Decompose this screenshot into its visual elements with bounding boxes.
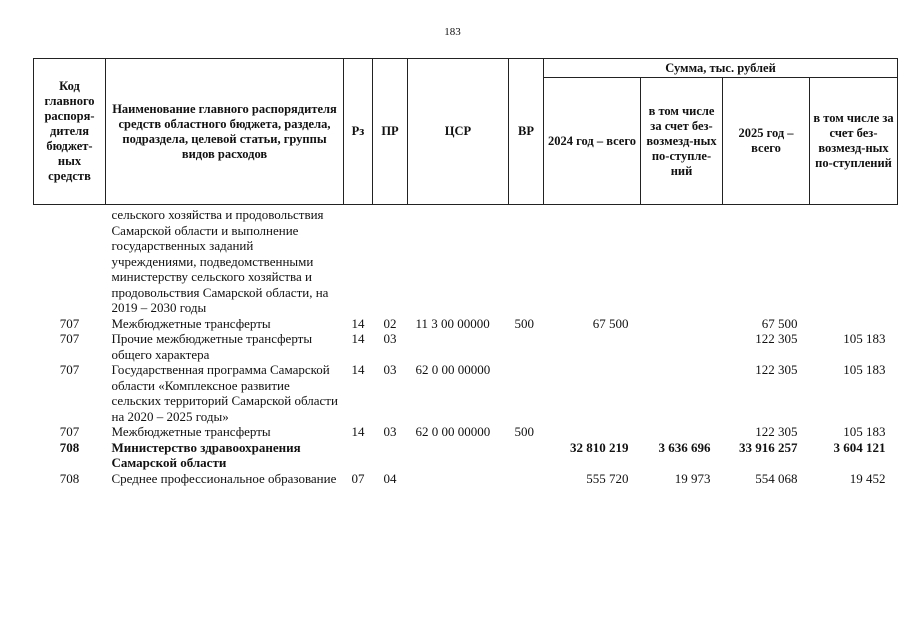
cell-name: Министерство здравоохранения Самарской области [111, 439, 301, 470]
table-row [34, 440, 898, 471]
budget-table [33, 58, 898, 486]
cell-rz [344, 440, 373, 471]
cell-pr: 03 [383, 362, 397, 377]
cell-vr [509, 205, 544, 316]
cell-code: 707 [59, 315, 80, 331]
cell-code: 708 [59, 470, 80, 486]
header-rz: Рз [344, 59, 373, 205]
cell-2024-free [641, 362, 723, 424]
cell-2025-total [723, 205, 810, 316]
cell-csr [408, 205, 509, 316]
cell-code: 707 [59, 424, 80, 439]
cell-pr [373, 205, 408, 316]
header-csr: ЦСР [408, 59, 509, 205]
cell-2025-free: 105 183 [843, 331, 886, 346]
header-sum-group: Сумма, тыс. рублей [544, 59, 898, 78]
cell-2025-total: 122 305 [755, 362, 798, 377]
cell-vr: 500 [514, 424, 534, 439]
page-number: 183 [444, 26, 461, 38]
cell-2024-free: 19 973 [674, 470, 711, 486]
cell-2024-total [544, 205, 641, 316]
cell-csr: 62 0 00 00000 [415, 362, 491, 377]
cell-code: 707 [59, 331, 80, 346]
cell-2024-free [641, 424, 723, 440]
cell-csr: 11 3 00 00000 [415, 315, 490, 331]
cell-csr [408, 471, 509, 487]
cell-rz: 14 [351, 424, 365, 439]
table-row [34, 471, 898, 487]
cell-2025-free: 3 604 121 [833, 439, 886, 455]
cell-rz: 14 [351, 315, 365, 331]
cell-name: сельского хозяйства и продовольствия Самарской области и выполнение государственных заданий учреждениями, подведомственными министерству сельского хозяйства и продовольствия Самарской области, на 2019 – 2030 годы [111, 207, 329, 315]
table-row [34, 316, 898, 332]
cell-pr: 03 [383, 424, 397, 439]
header-2025-free: в том числе за счет без-возмезд-ных по-ступлений [810, 78, 898, 205]
table-row [34, 424, 898, 440]
cell-2024-free [641, 316, 723, 332]
cell-pr: 02 [383, 315, 397, 331]
cell-code [34, 205, 106, 316]
cell-vr [509, 331, 544, 362]
cell-vr [509, 440, 544, 471]
cell-vr [509, 362, 544, 424]
cell-rz: 14 [351, 362, 365, 377]
cell-csr [408, 440, 509, 471]
cell-2025-total: 33 916 257 [739, 439, 798, 455]
cell-2025-free [810, 316, 898, 332]
cell-2025-total: 554 068 [755, 470, 798, 486]
cell-csr [408, 331, 509, 362]
cell-2024-total [544, 362, 641, 424]
cell-name: Государственная программа Самарской области «Комплексное развитие сельских территорий Самарской области на 2020 – 2025 годы» [111, 362, 338, 424]
cell-2025-total: 122 305 [755, 331, 798, 346]
header-2025-total: 2025 год – всего [723, 78, 810, 205]
cell-2024-free [641, 205, 723, 316]
cell-2025-free: 105 183 [843, 362, 886, 377]
header-2024-free: в том числе за счет без-возмезд-ных по-ступле-ний [641, 78, 723, 205]
cell-2025-total: 67 500 [761, 315, 798, 331]
table-header [34, 59, 898, 205]
cell-vr [509, 471, 544, 487]
cell-2024-free [641, 331, 723, 362]
table-body [34, 205, 898, 487]
cell-name: Прочие межбюджетные трансферты общего характера [111, 331, 313, 362]
cell-pr: 04 [383, 470, 397, 486]
cell-name: Среднее профессиональное образование [111, 470, 337, 486]
cell-rz: 07 [351, 470, 365, 486]
header-code: Код главного распоря-дителя бюджет-ных средств [34, 59, 106, 205]
table-row [34, 331, 898, 362]
cell-2025-free [810, 205, 898, 316]
cell-2025-total: 122 305 [755, 424, 798, 439]
cell-pr [373, 440, 408, 471]
cell-csr: 62 0 00 00000 [415, 424, 491, 439]
cell-2024-total: 32 810 219 [570, 439, 629, 455]
cell-code: 708 [59, 439, 80, 455]
cell-2024-total [544, 331, 641, 362]
table-row [34, 205, 898, 316]
cell-vr: 500 [514, 315, 534, 331]
cell-2025-free: 105 183 [843, 424, 886, 439]
cell-2024-free: 3 636 696 [658, 439, 711, 455]
cell-pr: 03 [383, 331, 397, 346]
cell-name: Межбюджетные трансферты [111, 424, 271, 439]
header-name: Наименование главного распорядителя средств областного бюджета, раздела, подраздела, целевой статьи, группы видов расходов [106, 59, 344, 205]
header-pr: ПР [373, 59, 408, 205]
cell-rz: 14 [351, 331, 365, 346]
cell-code: 707 [59, 362, 80, 377]
cell-2024-total: 555 720 [586, 470, 629, 486]
cell-2024-total: 67 500 [592, 315, 629, 331]
cell-2025-free: 19 452 [849, 470, 886, 486]
table-row [34, 362, 898, 424]
header-2024-total: 2024 год – всего [544, 78, 641, 205]
header-vr: ВР [509, 59, 544, 205]
cell-2024-total [544, 424, 641, 440]
cell-rz [344, 205, 373, 316]
cell-name: Межбюджетные трансферты [111, 315, 271, 331]
